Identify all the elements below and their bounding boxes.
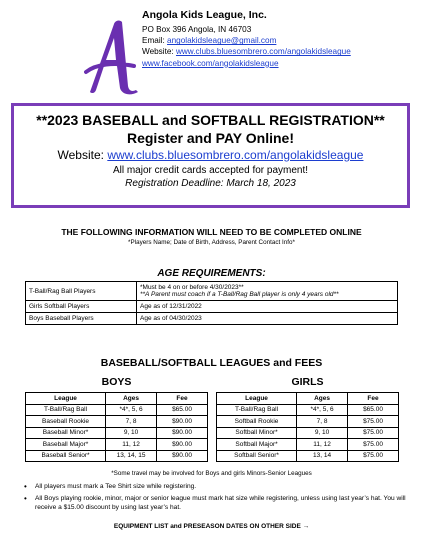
girls-title: GIRLS (291, 376, 324, 388)
table-cell: Softball Senior* (217, 450, 297, 462)
age-label: T-Ball/Rag Ball Players (26, 282, 137, 301)
column-header: League (26, 393, 106, 405)
table-cell: 7, 8 (106, 416, 157, 428)
table-row (217, 404, 399, 416)
bullet-list (35, 482, 407, 515)
table-cell: $75.00 (348, 439, 399, 451)
table-cell: Baseball Senior* (26, 450, 106, 462)
table-cell: T-Ball/Rag Ball (217, 404, 297, 416)
table-cell: $75.00 (348, 450, 399, 462)
letterhead (0, 0, 423, 100)
website-label: Website: (142, 47, 176, 57)
list-item: • All Boys playing rookie, minor, major or senior league must mark hat size while registering, unless using last year’s hat. You will receive a $15.00 discount by using last year’s hat. (35, 494, 407, 513)
org-website-line (142, 46, 351, 57)
column-header: Fee (157, 393, 208, 405)
table-cell: $90.00 (157, 450, 208, 462)
info-heading: THE FOLLOWING INFORMATION WILL NEED TO BE COMPLETED ONLINE (61, 227, 362, 237)
credit-cards-note: All major credit cards accepted for payment! (112, 165, 309, 176)
age-label: Boys Baseball Players (26, 313, 137, 325)
info-section (0, 227, 423, 246)
table-row (26, 416, 208, 428)
table-header-row (217, 393, 399, 405)
table-cell: $75.00 (348, 416, 399, 428)
table-row (26, 427, 208, 439)
footer-note (0, 523, 423, 530)
org-name: Angola Kids League, Inc. (142, 9, 267, 21)
registration-subtitle: Register and PAY Online! (126, 130, 294, 146)
table-cell: Softball Minor* (217, 427, 297, 439)
table-row (26, 439, 208, 451)
registration-deadline: Registration Deadline: March 18, 2023 (125, 178, 296, 189)
age-requirements-title: AGE REQUIREMENTS: (157, 268, 266, 279)
table-cell: $65.00 (348, 404, 399, 416)
table-cell: 11, 12 (106, 439, 157, 451)
table-row (217, 450, 399, 462)
table-cell: Softball Major* (217, 439, 297, 451)
org-block (142, 9, 351, 69)
table-cell: T-Ball/Rag Ball (26, 404, 106, 416)
table-cell: $90.00 (157, 439, 208, 451)
table-row (217, 427, 399, 439)
table-row (217, 416, 399, 428)
table-cell: Baseball Major* (26, 439, 106, 451)
column-header: Fee (348, 393, 399, 405)
footer-text: EQUIPMENT LIST and PRESEASON DATES ON OTHER SIDE (113, 523, 301, 530)
email-link[interactable]: angolakidsleague@gmail.com (167, 36, 277, 46)
age-note: **A Parent must coach if a T-Ball/Rag Ball player is only 4 years old** (140, 291, 339, 298)
table-cell: Baseball Rookie (26, 416, 106, 428)
age-requirements-table (25, 281, 398, 325)
table-cell: $90.00 (157, 427, 208, 439)
table-row (217, 439, 399, 451)
email-label: Email: (142, 36, 168, 46)
table-cell: Softball Rookie (217, 416, 297, 428)
angola-a-logo (84, 16, 142, 96)
table-cell: $75.00 (348, 427, 399, 439)
arrow-right-icon: → (302, 523, 310, 530)
registration-box (11, 103, 410, 208)
org-facebook-line (142, 58, 351, 69)
table-cell: 9, 10 (297, 427, 348, 439)
age-value (137, 282, 398, 301)
girls-fees-table (216, 392, 399, 462)
registration-website-line (14, 147, 407, 163)
table-cell: Baseball Minor* (26, 427, 106, 439)
table-row (26, 450, 208, 462)
column-header: League (217, 393, 297, 405)
registration-title: **2023 BASEBALL and SOFTBALL REGISTRATION** (36, 112, 385, 128)
age-value-text: *Must be 4 on or before 4/30/2023** (140, 284, 244, 291)
column-header: Ages (297, 393, 348, 405)
table-cell: 13, 14, 15 (106, 450, 157, 462)
table-cell: *4*, 5, 6 (106, 404, 157, 416)
column-header: Ages (106, 393, 157, 405)
info-subtext: *Players Name; Date of Birth, Address, Parent Contact Info* (128, 239, 295, 246)
table-row (26, 404, 208, 416)
table-cell: 13, 14 (297, 450, 348, 462)
fees-title: BASEBALL/SOFTBALL LEAGUES and FEES (100, 357, 323, 369)
org-address: PO Box 396 Angola, IN 46703 (142, 25, 252, 34)
boys-title: BOYS (101, 376, 132, 388)
table-cell: 11, 12 (297, 439, 348, 451)
table-row (26, 301, 398, 313)
age-value: Age as of 12/31/2022 (137, 301, 398, 313)
registration-website-label: Website: (57, 148, 108, 162)
website-link[interactable]: www.clubs.bluesombrero.com/angolakidsleague (175, 47, 351, 57)
table-cell: $65.00 (157, 404, 208, 416)
travel-note: *Some travel may be involved for Boys and girls Minors-Senior Leagues (111, 470, 312, 477)
table-cell: 7, 8 (297, 416, 348, 428)
table-header-row (26, 393, 208, 405)
list-item: • All players must mark a Tee Shirt size while registering. (35, 482, 407, 492)
table-cell: $90.00 (157, 416, 208, 428)
facebook-link[interactable]: www.facebook.com/angolakidsleague (142, 58, 279, 68)
age-label: Girls Softball Players (26, 301, 137, 313)
registration-website-link[interactable]: www.clubs.bluesombrero.com/angolakidsleague (107, 148, 364, 162)
table-row (26, 282, 398, 301)
org-email-line (142, 35, 351, 46)
age-value: Age as of 04/30/2023 (137, 313, 398, 325)
table-cell: *4*, 5, 6 (297, 404, 348, 416)
table-cell: 9, 10 (106, 427, 157, 439)
boys-fees-table (25, 392, 208, 462)
table-row (26, 313, 398, 325)
